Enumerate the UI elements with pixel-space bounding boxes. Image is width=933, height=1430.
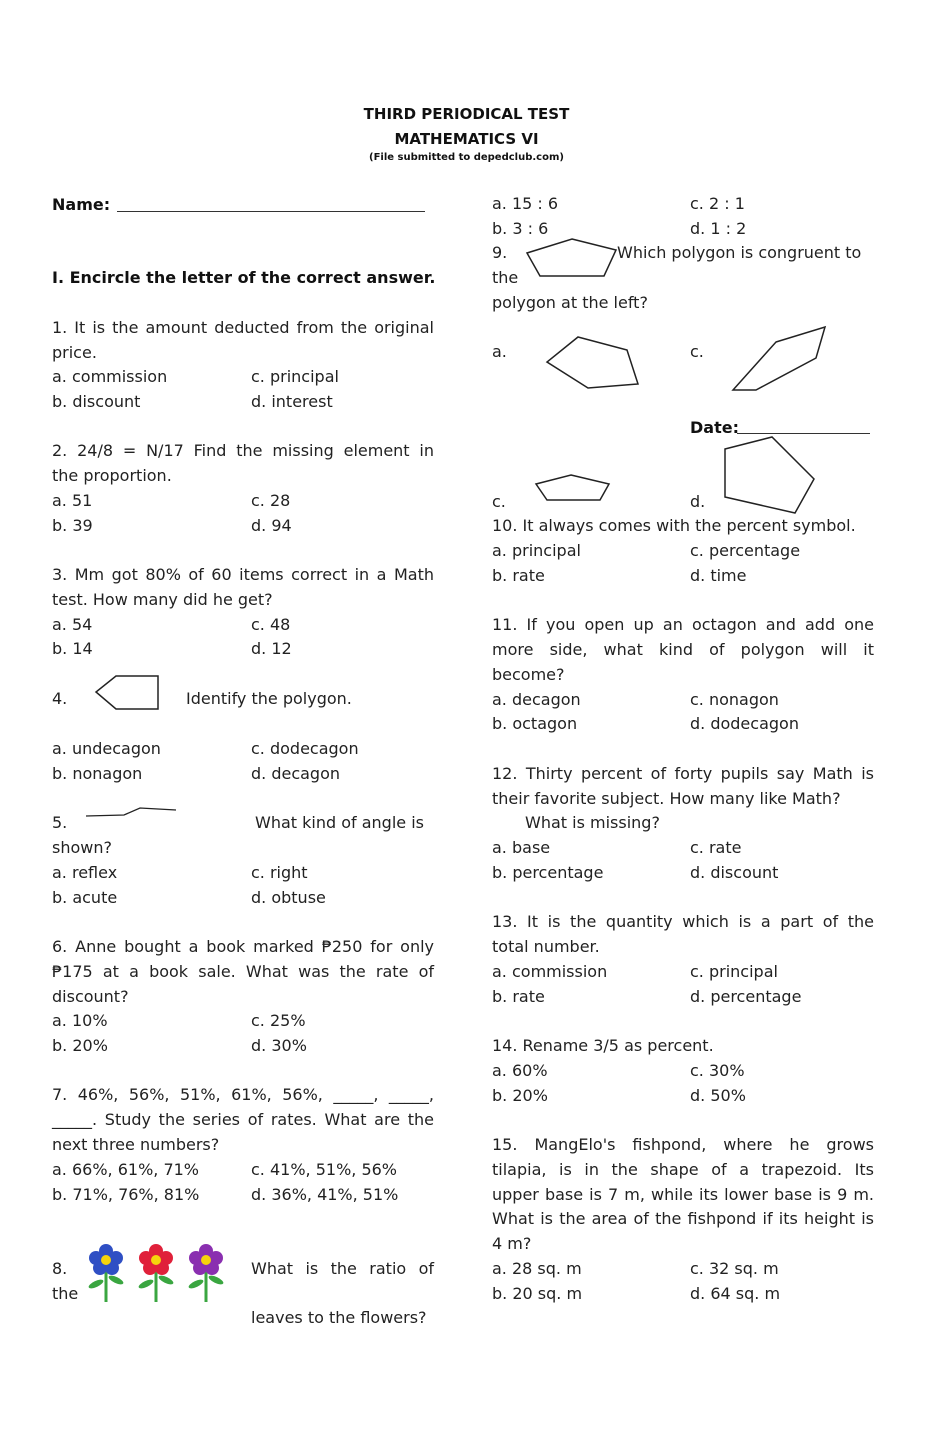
q4-choice-d: d. decagon	[251, 764, 341, 783]
q3-choice-b: b. 14	[52, 639, 93, 658]
q6-choice-c: c. 25%	[251, 1011, 306, 1030]
question-8-number: 8.	[52, 1259, 68, 1278]
q6-choice-b: b. 20%	[52, 1036, 108, 1055]
question-9-line-3: polygon at the left?	[492, 293, 648, 312]
q6-choice-d: d. 30%	[251, 1036, 307, 1055]
question-11-line-1: 11. If you open up an octagon and add one	[492, 615, 874, 634]
question-11-line-2: more side, what kind of polygon will it	[492, 640, 874, 659]
q12-choice-a: a. base	[492, 838, 551, 857]
question-9-line-2: the	[492, 268, 519, 287]
question-15-line-5: 4 m?	[492, 1234, 532, 1253]
q9-choice-c: c.	[690, 342, 704, 361]
q4-choice-c: c. dodecagon	[251, 739, 359, 758]
q4-choice-a: a. undecagon	[52, 739, 161, 758]
q5-choice-c: c. right	[251, 863, 308, 882]
question-6-line-3: discount?	[52, 987, 129, 1006]
q7-choice-c: c. 41%, 51%, 56%	[251, 1160, 397, 1179]
q2-choice-a: a. 51	[52, 491, 93, 510]
q8-choice-b: b. 3 : 6	[492, 219, 549, 238]
q13-choice-d: d. percentage	[690, 987, 802, 1006]
question-4-number: 4.	[52, 689, 68, 708]
question-7-line-3: next three numbers?	[52, 1135, 220, 1154]
question-8-line-2: the	[52, 1284, 79, 1303]
question-3-line-2: test. How many did he get?	[52, 590, 273, 609]
q6-choice-a: a. 10%	[52, 1011, 108, 1030]
q3-choice-c: c. 48	[251, 615, 291, 634]
q12-choice-d: d. discount	[690, 863, 779, 882]
q15-choice-a: a. 28 sq. m	[492, 1259, 582, 1278]
q3-choice-a: a. 54	[52, 615, 93, 634]
question-7-line-2: _____. Study the series of rates. What are the	[52, 1110, 434, 1129]
q1-choice-d: d. interest	[251, 392, 333, 411]
flower-icon	[132, 1244, 180, 1304]
q15-choice-d: d. 64 sq. m	[690, 1284, 781, 1303]
q11-choice-a: a. decagon	[492, 690, 581, 709]
q13-choice-b: b. rate	[492, 987, 545, 1006]
q7-choice-b: b. 71%, 76%, 81%	[52, 1185, 200, 1204]
q2-choice-d: d. 94	[251, 516, 292, 535]
question-12-line-3: What is missing?	[525, 813, 660, 832]
q15-choice-c: c. 32 sq. m	[690, 1259, 779, 1278]
q1-choice-c: c. principal	[251, 367, 339, 386]
q14-choice-b: b. 20%	[492, 1086, 548, 1105]
pentagon-option-a	[542, 334, 642, 390]
angle-shape	[84, 800, 180, 822]
q14-choice-d: d. 50%	[690, 1086, 746, 1105]
q5-choice-d: d. obtuse	[251, 888, 326, 907]
question-9-line-1: Which polygon is congruent to	[617, 243, 862, 262]
question-6-line-2: ₱175 at a book sale. What was the rate of	[52, 962, 434, 981]
q11-choice-b: b. octagon	[492, 714, 578, 733]
q2-choice-b: b. 39	[52, 516, 93, 535]
q12-choice-b: b. percentage	[492, 863, 604, 882]
test-title: THIRD PERIODICAL TEST	[363, 105, 570, 123]
question-11-line-3: become?	[492, 665, 565, 684]
question-14-text: 14. Rename 3/5 as percent.	[492, 1036, 714, 1055]
q8-choice-d: d. 1 : 2	[690, 219, 747, 238]
q10-choice-c: c. percentage	[690, 541, 801, 560]
q11-choice-d: d. dodecagon	[690, 714, 799, 733]
pentagon-icon	[524, 236, 618, 278]
q7-choice-a: a. 66%, 61%, 71%	[52, 1160, 200, 1179]
subject-title: MATHEMATICS VI	[394, 130, 539, 148]
q11-choice-c: c. nonagon	[690, 690, 779, 709]
question-5-line-2: shown?	[52, 838, 112, 857]
q9-choice-c2: c.	[492, 492, 506, 511]
question-3-line-1: 3. Mm got 80% of 60 items correct in a Math	[52, 565, 434, 584]
instructions: I. Encircle the letter of the correct answer.	[52, 268, 436, 287]
question-2-line-2: the proportion.	[52, 466, 172, 485]
question-13-line-2: total number.	[492, 937, 600, 956]
question-4-text: Identify the polygon.	[186, 689, 352, 708]
source-note: (File submitted to depedclub.com)	[369, 152, 564, 163]
question-5-line-1: What kind of angle is	[255, 813, 424, 832]
q12-choice-c: c. rate	[690, 838, 742, 857]
q7-choice-d: d. 36%, 41%, 51%	[251, 1185, 399, 1204]
flower-icon	[82, 1244, 130, 1304]
q10-choice-d: d. time	[690, 566, 747, 585]
q13-choice-a: a. commission	[492, 962, 608, 981]
question-12-line-1: 12. Thirty percent of forty pupils say Math is	[492, 764, 874, 783]
question-8-line-3: leaves to the flowers?	[251, 1308, 427, 1327]
q8-choice-c: c. 2 : 1	[690, 194, 745, 213]
question-1-line-1: 1. It is the amount deducted from the original	[52, 318, 434, 337]
flower-icon	[182, 1244, 230, 1304]
q2-choice-c: c. 28	[251, 491, 291, 510]
name-line	[117, 211, 425, 212]
question-2-line-1: 2. 24/8 = N/17 Find the missing element in	[52, 441, 434, 460]
question-8-line-1: What is the ratio of	[251, 1259, 434, 1278]
q15-choice-b: b. 20 sq. m	[492, 1284, 583, 1303]
q9-choice-d: d.	[690, 492, 706, 511]
q14-choice-a: a. 60%	[492, 1061, 548, 1080]
q10-choice-a: a. principal	[492, 541, 581, 560]
q1-choice-a: a. commission	[52, 367, 168, 386]
q8-choice-a: a. 15 : 6	[492, 194, 559, 213]
question-5-number: 5.	[52, 813, 68, 832]
question-15-line-4: What is the area of the fishpond if its height is	[492, 1209, 874, 1228]
pentagon-option-c2	[533, 472, 613, 502]
question-15-line-3: upper base is 7 m, while its lower base is 9 m.	[492, 1185, 874, 1204]
question-10-text: 10. It always comes with the percent symbol.	[492, 516, 856, 535]
q5-choice-b: b. acute	[52, 888, 118, 907]
q14-choice-c: c. 30%	[690, 1061, 745, 1080]
q4-choice-b: b. nonagon	[52, 764, 143, 783]
question-12-line-2: their favorite subject. How many like Math?	[492, 789, 841, 808]
question-7-line-1: 7. 46%, 56%, 51%, 61%, 56%, _____, _____,	[52, 1085, 434, 1104]
question-15-line-1: 15. MangElo's fishpond, where he grows	[492, 1135, 874, 1154]
name-label: Name:	[52, 195, 111, 214]
question-1-line-2: price.	[52, 343, 97, 362]
q9-choice-a: a.	[492, 342, 507, 361]
pentagon-shape	[94, 674, 160, 712]
pentagon-option-c	[730, 324, 830, 394]
question-9-number: 9.	[492, 243, 508, 262]
date-label: Date:	[690, 418, 739, 437]
q5-choice-a: a. reflex	[52, 863, 118, 882]
q1-choice-b: b. discount	[52, 392, 141, 411]
q10-choice-b: b. rate	[492, 566, 545, 585]
question-13-line-1: 13. It is the quantity which is a part of the	[492, 912, 874, 931]
q3-choice-d: d. 12	[251, 639, 292, 658]
question-6-line-1: 6. Anne bought a book marked ₱250 for only	[52, 937, 434, 956]
q13-choice-c: c. principal	[690, 962, 778, 981]
pentagon-option-d	[722, 434, 817, 516]
question-15-line-2: tilapia, is in the shape of a trapezoid. Its	[492, 1160, 874, 1179]
